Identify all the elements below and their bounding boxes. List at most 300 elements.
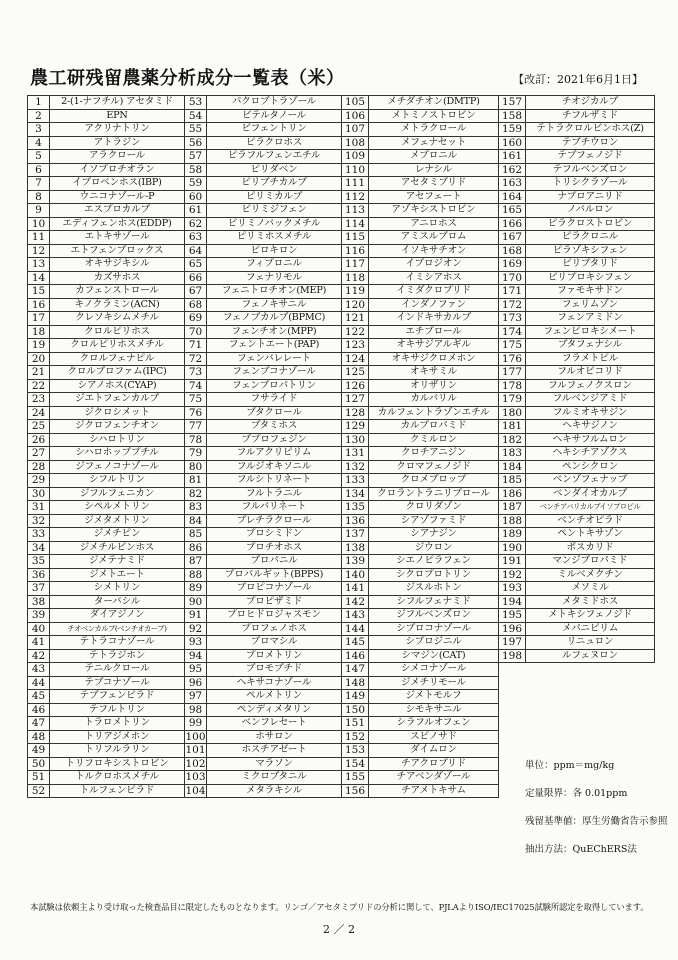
table-row [28,298,655,312]
row-number: 162 [499,163,526,177]
pesticide-name: カフェンストロール [50,285,185,299]
pesticide-name: シフルフェナミド [369,595,499,609]
pesticide-name: クロルフェナピル [50,352,185,366]
pesticide-name: テブフェンピラド [50,690,185,704]
table-row [28,109,655,123]
table-row [28,420,655,434]
row-number: 11 [28,231,50,245]
row-number: 94 [185,649,207,663]
row-number: 194 [499,595,526,609]
row-number: 6 [28,163,50,177]
row-number: 78 [185,433,207,447]
row-number: 181 [499,420,526,434]
row-number: 126 [342,379,369,393]
row-number: 179 [499,393,526,407]
pesticide-name: ジエトフェンカルブ [50,393,185,407]
pesticide-name: テフルトリン [50,703,185,717]
pesticide-name: メパニピリム [526,622,655,636]
row-number: 67 [185,285,207,299]
pesticide-name: ルフェヌロン [526,649,655,663]
pesticide-name: プロフェノホス [207,622,342,636]
row-number: 9 [28,204,50,218]
pesticide-name: エトフェンプロックス [50,244,185,258]
row-number: 107 [342,123,369,137]
table-row [28,460,655,474]
table-row [28,663,655,677]
pesticide-name: シハロホッププチル [50,447,185,461]
row-number: 68 [185,298,207,312]
pesticide-name: フェンブコナゾール [207,366,342,380]
empty-cell [499,717,526,731]
row-number: 95 [185,663,207,677]
row-number: 159 [499,123,526,137]
table-row [28,555,655,569]
table-row [28,231,655,245]
pesticide-name: シマジン(CAT) [369,649,499,663]
pesticide-name: ジメタメトリン [50,514,185,528]
pesticide-name: ビフェントリン [207,123,342,137]
pesticide-name: ジウロン [369,541,499,555]
row-number: 165 [499,204,526,218]
row-number: 59 [185,177,207,191]
row-number: 110 [342,163,369,177]
pesticide-name: メタラキシル [207,784,342,798]
row-number: 105 [342,96,369,110]
row-number: 60 [185,190,207,204]
pesticide-name: カルフェントラゾンエチル [369,406,499,420]
pesticide-name: メトミノストロビン [369,109,499,123]
row-number: 53 [185,96,207,110]
pesticide-name: ジメトモルフ [369,690,499,704]
table-row [28,528,655,542]
row-number: 73 [185,366,207,380]
row-number: 44 [28,676,50,690]
pesticide-name: ヘキサジノン [526,420,655,434]
pesticide-name: アクリナトリン [50,123,185,137]
row-number: 158 [499,109,526,123]
pesticide-name: エチプロール [369,325,499,339]
row-number: 149 [342,690,369,704]
pesticide-name: イソプロチオラン [50,163,185,177]
row-number: 93 [185,636,207,650]
pesticide-name: シプロジニル [369,636,499,650]
row-number: 136 [342,514,369,528]
pesticide-name: トリフロキシストロビン [50,757,185,771]
row-number: 83 [185,501,207,515]
row-number: 63 [185,231,207,245]
row-number: 33 [28,528,50,542]
row-number: 37 [28,582,50,596]
row-number: 197 [499,636,526,650]
pesticide-name: クロリダゾン [369,501,499,515]
row-number: 7 [28,177,50,191]
table-row [28,433,655,447]
row-number: 41 [28,636,50,650]
row-number: 54 [185,109,207,123]
pesticide-name: クロルプロファム(IPC) [50,366,185,380]
empty-cell [499,690,526,704]
row-number: 39 [28,609,50,623]
pesticide-name: フルアクリピリム [207,447,342,461]
pesticide-name: アセフェート [369,190,499,204]
pesticide-name: ブタミホス [207,420,342,434]
pesticide-name: ジフルフェニカン [50,487,185,501]
pesticide-name: トルフェンピラド [50,784,185,798]
row-number: 188 [499,514,526,528]
row-number: 52 [28,784,50,798]
row-number: 172 [499,298,526,312]
pesticide-name: シメトリン [50,582,185,596]
pesticide-name: フェノキサニル [207,298,342,312]
row-number: 106 [342,109,369,123]
pesticide-name: ペントキサゾン [526,528,655,542]
row-number: 175 [499,339,526,353]
pesticide-name: ミクロブタニル [207,771,342,785]
pesticide-name: ベンチアバリカルブイソプロピル [526,501,655,515]
pesticide-name: テトラクロルビンホス(Z) [526,123,655,137]
row-number: 36 [28,568,50,582]
table-row [28,123,655,137]
table-row [28,609,655,623]
footer-note: 本試験は依頼主より受け取った検査品目に限定したものとなります。リンゴ／アセタミプリドの分析に関して、PJLAよりISO/IEC17025試験所認定を取得しています。 [30,902,649,912]
pesticide-name: ピリミノバックメチル [207,217,342,231]
row-number: 151 [342,717,369,731]
table-row [28,393,655,407]
pesticide-name: シモキサニル [369,703,499,717]
pesticide-name: ヘキサフルムロン [526,433,655,447]
row-number: 80 [185,460,207,474]
row-number: 145 [342,636,369,650]
pesticide-name: シラフルオフェン [369,717,499,731]
row-number: 146 [342,649,369,663]
table-row [28,744,655,758]
row-number: 30 [28,487,50,501]
empty-cell [499,784,526,798]
pesticide-name: アニロホス [369,217,499,231]
row-number: 66 [185,271,207,285]
pesticide-name: ブロモブチド [207,663,342,677]
row-number: 153 [342,744,369,758]
pesticide-name: イソキサチオン [369,244,499,258]
pesticide-name: ブプロフェジン [207,433,342,447]
pesticide-name: プロシミドン [207,528,342,542]
row-number: 133 [342,474,369,488]
row-number: 112 [342,190,369,204]
pesticide-name: フェリムゾン [526,298,655,312]
empty-cell [526,690,655,704]
pesticide-name: フルフェノクスロン [526,379,655,393]
row-number: 23 [28,393,50,407]
pesticide-name: カズサホス [50,271,185,285]
pesticide-table [27,95,655,798]
row-number: 121 [342,312,369,326]
row-number: 143 [342,609,369,623]
table-row [28,717,655,731]
pesticide-name: シハロトリン [50,433,185,447]
row-number: 65 [185,258,207,272]
pesticide-name: インダノファン [369,298,499,312]
row-number: 96 [185,676,207,690]
row-number: 10 [28,217,50,231]
pesticide-name: ピリプタリド [526,258,655,272]
row-number: 47 [28,717,50,731]
pesticide-name: キノクラミン(ACN) [50,298,185,312]
pesticide-name: オキサジアルギル [369,339,499,353]
pesticide-name: プロマシル [207,636,342,650]
row-number: 90 [185,595,207,609]
pesticide-name: フェンアミドン [526,312,655,326]
row-number: 82 [185,487,207,501]
empty-cell [499,663,526,677]
row-number: 75 [185,393,207,407]
row-number: 89 [185,582,207,596]
pesticide-name: カルプロパミド [369,420,499,434]
row-number: 131 [342,447,369,461]
empty-cell [526,744,655,758]
row-number: 174 [499,325,526,339]
pesticide-name: ピラクロホス [207,136,342,150]
empty-cell [499,703,526,717]
row-number: 100 [185,730,206,743]
row-number: 88 [185,568,207,582]
pesticide-name: テトラジホン [50,649,185,663]
row-number: 184 [499,460,526,474]
row-number: 180 [499,406,526,420]
empty-cell [526,730,655,744]
pesticide-name: シメコナゾール [369,663,499,677]
row-number: 113 [342,204,369,218]
row-number: 57 [185,150,207,164]
pesticide-name: ペンディメタリン [207,703,342,717]
pesticide-name: チオジカルブ [526,96,655,110]
table-row [28,339,655,353]
pesticide-name: ホサロン [207,730,342,744]
row-number: 34 [28,541,50,555]
row-number: 144 [342,622,369,636]
page-number: 2 ／ 2 [323,923,355,936]
empty-cell [526,663,655,677]
pesticide-name: ピリブチカルブ [207,177,342,191]
pesticide-name: ターバシル [50,595,185,609]
row-number: 141 [342,582,369,596]
row-number: 98 [185,703,207,717]
row-number: 169 [499,258,526,272]
pesticide-name: ブタクロール [207,406,342,420]
pesticide-name: チアベンダゾール [369,771,499,785]
pesticide-name: エトキサゾール [50,231,185,245]
row-number: 42 [28,649,50,663]
pesticide-name: プロピザミド [207,595,342,609]
pesticide-name: チオベンカルブ(ベンチオカーブ) [50,622,185,636]
pesticide-name: カルバリル [369,393,499,407]
table-row [28,352,655,366]
row-number: 177 [499,366,526,380]
pesticide-name: シクロプロトリン [369,568,499,582]
pesticide-name: フルオピコリド [526,366,655,380]
empty-cell [499,676,526,690]
row-number: 86 [185,541,207,555]
row-number: 102 [185,757,206,770]
row-number: 152 [342,730,369,744]
row-number: 84 [185,514,207,528]
pesticide-name: シエノピラフェン [369,555,499,569]
row-number: 51 [28,771,50,785]
detection-limit-note: 定量限界：各 0.01ppm [525,788,628,799]
row-number: 74 [185,379,207,393]
empty-cell [526,717,655,731]
row-number: 116 [342,244,369,258]
table-row [28,703,655,717]
pesticide-name: アトラジン [50,136,185,150]
pesticide-name: ヘキシチアゾクス [526,447,655,461]
pesticide-name: フェンバレレート [207,352,342,366]
row-number: 167 [499,231,526,245]
row-number: 196 [499,622,526,636]
row-number: 157 [499,96,526,110]
row-number: 122 [342,325,369,339]
row-number: 3 [28,123,50,137]
row-number: 18 [28,325,50,339]
row-number: 137 [342,528,369,542]
row-number: 118 [342,271,369,285]
table-row [28,406,655,420]
pesticide-name: イミシアホス [369,271,499,285]
row-number: 173 [499,312,526,326]
table-row [28,285,655,299]
pesticide-name: ジメチリモール [369,676,499,690]
pesticide-name: マンジプロパミド [526,555,655,569]
row-number: 120 [342,298,369,312]
page-title: 農工研残留農薬分析成分一覧表（米） [30,68,345,89]
empty-cell [499,730,526,744]
row-number: 130 [342,433,369,447]
row-number: 187 [499,501,526,515]
row-number: 111 [342,177,369,191]
pesticide-name: シアノホス(CYAP) [50,379,185,393]
table-row [28,474,655,488]
row-number: 195 [499,609,526,623]
pesticide-name: メトキシフェノジド [526,609,655,623]
row-number: 192 [499,568,526,582]
pesticide-name: アセタミプリド [369,177,499,191]
pesticide-name: フルミオキサジン [526,406,655,420]
pesticide-name: テブコナゾール [50,676,185,690]
row-number: 27 [28,447,50,461]
pesticide-name: メフェナセット [369,136,499,150]
pesticide-name: ピラフルフェンエチル [207,150,342,164]
row-number: 185 [499,474,526,488]
table-row [28,514,655,528]
revision-date: 【改訂：2021年6月1日】 [513,73,643,86]
row-number: 22 [28,379,50,393]
pesticide-name: テニルクロール [50,663,185,677]
row-number: 92 [185,622,207,636]
row-number: 183 [499,447,526,461]
table-row [28,595,655,609]
pesticide-name: フィプロニル [207,258,342,272]
row-number: 28 [28,460,50,474]
table-row [28,150,655,164]
row-number: 50 [28,757,50,771]
pesticide-name: ジメテナミド [50,555,185,569]
pesticide-name: クレソキシムメチル [50,312,185,326]
row-number: 127 [342,393,369,407]
row-number: 43 [28,663,50,677]
row-number: 163 [499,177,526,191]
row-number: 171 [499,285,526,299]
table-row [28,325,655,339]
empty-cell [499,744,526,758]
row-number: 31 [28,501,50,515]
empty-cell [526,676,655,690]
pesticide-name: ボスカリド [526,541,655,555]
row-number: 70 [185,325,207,339]
pesticide-name: ブタフェナシル [526,339,655,353]
pesticide-name: アミスルブロム [369,231,499,245]
row-number: 104 [185,784,206,797]
row-number: 2 [28,109,50,123]
pesticide-name: テトラコナゾール [50,636,185,650]
pesticide-name: ベンフレセート [207,717,342,731]
pesticide-name: クロチアニジン [369,447,499,461]
table-row [28,582,655,596]
pesticide-name: ジスルホトン [369,582,499,596]
pesticide-name: チフルザミド [526,109,655,123]
pesticide-name: ダイムロン [369,744,499,758]
pesticide-name: シフルトリン [50,474,185,488]
pesticide-name: ペンシクロン [526,460,655,474]
row-number: 71 [185,339,207,353]
row-number: 97 [185,690,207,704]
pesticide-name: ピラクロニル [526,231,655,245]
pesticide-name: チアクロプリド [369,757,499,771]
row-number: 142 [342,595,369,609]
row-number: 150 [342,703,369,717]
pesticide-name: ジメチルビンホス [50,541,185,555]
pesticide-name: フェナリモル [207,271,342,285]
row-number: 49 [28,744,50,758]
pesticide-name: ジフェノコナゾール [50,460,185,474]
pesticide-name: シペルメトリン [50,501,185,515]
pesticide-name: クロルピリホスメチル [50,339,185,353]
row-number: 193 [499,582,526,596]
table-row [28,136,655,150]
pesticide-name: ナプロアニリド [526,190,655,204]
row-number: 168 [499,244,526,258]
row-number: 40 [28,622,50,636]
row-number: 140 [342,568,369,582]
pesticide-name: ピリミカルブ [207,190,342,204]
pesticide-name: チアメトキサム [369,784,499,798]
row-number: 15 [28,285,50,299]
table-row [28,312,655,326]
row-number: 55 [185,123,207,137]
row-number: 147 [342,663,369,677]
pesticide-name: イミダクロプリド [369,285,499,299]
pesticide-name: メチダチオン(DMTP) [369,96,499,110]
table-row [28,649,655,663]
row-number: 77 [185,420,207,434]
table-row [28,622,655,636]
row-number: 125 [342,366,369,380]
pesticide-name: フルベンジアミド [526,393,655,407]
pesticide-name: オリザリン [369,379,499,393]
pesticide-name: シアナジン [369,528,499,542]
pesticide-name: ピリミジフェン [207,204,342,218]
pesticide-name: クロマフェノジド [369,460,499,474]
pesticide-name: フェントエート(PAP) [207,339,342,353]
row-number: 128 [342,406,369,420]
